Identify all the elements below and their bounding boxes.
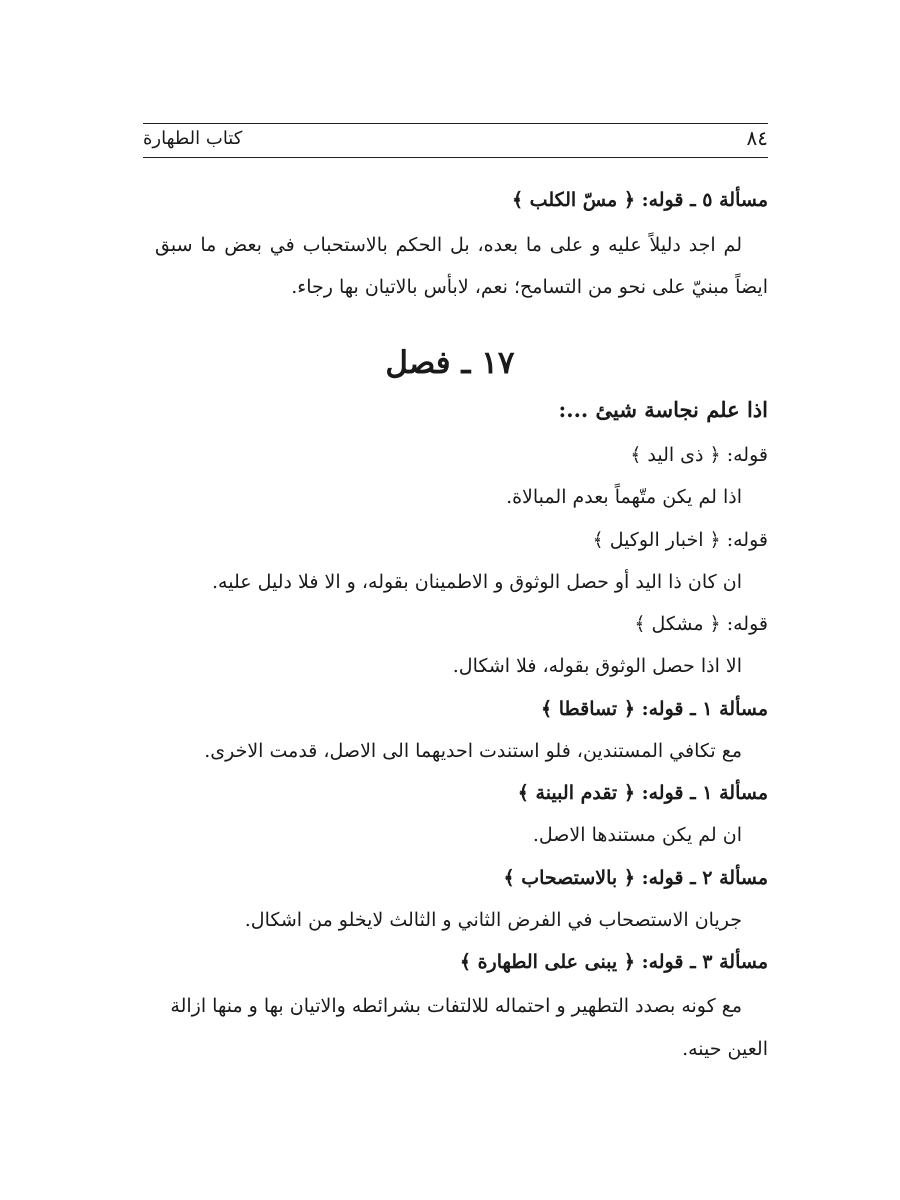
- commentary-mushkil: الا اذا حصل الوثوق بقوله، فلا اشكال.: [452, 655, 742, 677]
- section-opening: اذا علم نجاسة شيئ ...:: [558, 397, 768, 422]
- commentary-istishab: جريان الاستصحاب في الفرض الثاني و الثالث لايخلو من اشكال.: [244, 909, 742, 931]
- commentary-tasaqata: مع تكافي المستندين، فلو استندت احديهما الى الاصل، قدمت الاخرى.: [204, 740, 742, 762]
- qawluhu-mushkil: قوله: ﴿ مشكل ﴾: [634, 613, 768, 635]
- masala-1-taqaddum-heading: مسألة ١ ـ قوله: ﴿ تقدم البينة ﴾: [517, 782, 768, 804]
- qawluhu-dhi-al-yad: قوله: ﴿ ذى اليد ﴾: [630, 444, 768, 466]
- commentary-taqaddum: ان لم يكن مستندها الاصل.: [532, 824, 742, 846]
- masala-2-heading: مسألة ٢ ـ قوله: ﴿ بالاستصحاب ﴾: [503, 867, 768, 889]
- masala-5-text-line-2: ايضاً مبنيّ على نحو من التسامح؛ نعم، لابأس بالاتيان بها رجاء.: [291, 276, 768, 298]
- commentary-akhbar-al-wakil: ان كان ذا اليد أو حصل الوثوق و الاطمينان بقوله، و الا فلا دليل عليه.: [212, 571, 742, 593]
- header-rule-top: [143, 123, 768, 124]
- masala-1-tasaqata-heading: مسألة ١ ـ قوله: ﴿ تساقطا ﴾: [540, 698, 768, 720]
- commentary-tahara-line-2: العين حينه.: [682, 1038, 768, 1060]
- masala-5-heading: مسألة ٥ ـ قوله: ﴿ مسّ الكلب ﴾: [511, 189, 768, 211]
- commentary-dhi-al-yad: اذا لم يكن متّهماً بعدم المبالاة.: [506, 486, 742, 508]
- header-rule-bottom: [143, 157, 768, 158]
- commentary-tahara-line-1: مع كونه بصدد التطهير و احتماله للالتفات بشرائطه والاتيان بها و منها ازالة: [170, 995, 742, 1017]
- qawluhu-akhbar-al-wakil: قوله: ﴿ اخبار الوكيل ﴾: [592, 529, 768, 551]
- running-title: كتاب الطهارة: [143, 128, 243, 149]
- page-number: ٨٤: [746, 126, 768, 150]
- chapter-title: ١٧ ـ فصل: [385, 345, 515, 381]
- masala-3-heading: مسألة ٣ ـ قوله: ﴿ يبنى على الطهارة ﴾: [459, 951, 768, 973]
- masala-5-text-line-1: لم اجد دليلاً عليه و على ما بعده، بل الحكم بالاستحباب في بعض ما سبق: [155, 234, 742, 256]
